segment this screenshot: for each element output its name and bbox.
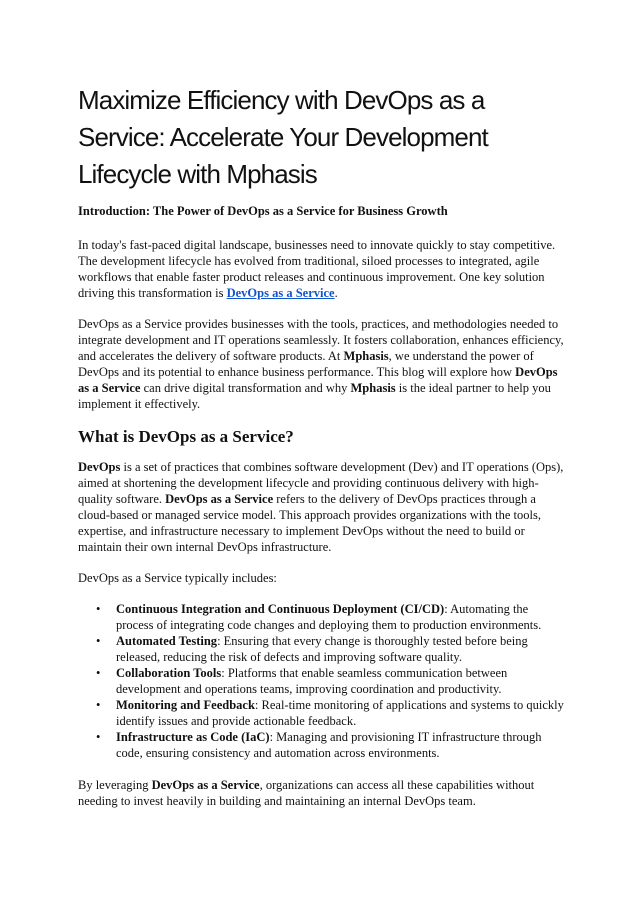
list-intro: DevOps as a Service typically includes:	[78, 571, 277, 585]
features-list	[78, 601, 566, 761]
bullet-icon: •	[96, 698, 101, 712]
overview-text-d: can drive digital transformation and why	[140, 381, 351, 395]
list-item-title: Automated Testing	[116, 634, 218, 648]
definition-bold-daas: DevOps as a Service	[165, 492, 274, 506]
list-item-text: : Managing and provisioning IT infrastructure through code, ensuring consistency and automation across environments.	[116, 730, 542, 760]
overview-text-a: DevOps as a Service provides businesses with the tools, practices, and methodologies needed to integrate development and IT operations seamlessly. It fosters collaboration, enhances efficiency, and accelerates the delivery of software products. At	[78, 317, 564, 363]
overview-bold-daas: DevOps as a Service	[78, 365, 558, 395]
paragraph-definition	[78, 459, 566, 555]
definition-text-a: is a set of practices that combines software development (Dev) and IT operations (Ops), aimed at shortening the development lifecycle and providing continuous delivery with high-quality software.	[78, 460, 564, 506]
list-item-text: : Platforms that enable seamless communication between development and operations teams, improving coordination and productivity.	[116, 666, 508, 696]
overview-text-c: , we understand the power of DevOps and its potential to enhance business performance. This blog will explore how	[78, 349, 534, 379]
definition-text-c: refers to the delivery of DevOps practices through a cloud-based or managed service model. This approach provides organizations with the tools, expertise, and infrastructure necessary to implement DevOps without the need to build or maintain their own internal DevOps infrastructure.	[78, 492, 541, 554]
document-content	[78, 82, 566, 824]
overview-bold-mphasis: Mphasis	[343, 349, 389, 363]
list-item-title: Collaboration Tools	[116, 666, 222, 680]
section-heading: What is DevOps as a Service?	[78, 427, 294, 446]
list-item-title: Infrastructure as Code (IaC)	[116, 730, 270, 744]
list-item-text: : Ensuring that every change is thoroughly tested before being released, reducing the risk of defects and improving software quality.	[116, 634, 528, 664]
page-title: Maximize Efficiency with DevOps as a Service: Accelerate Your Development Lifecycle with Mphasis	[78, 85, 488, 189]
paragraph-intro-end: .	[334, 286, 338, 300]
list-item-title: Continuous Integration and Continuous Deployment (CI/CD)	[116, 602, 445, 616]
list-item-text: : Automating the process of integrating code changes and deploying them to production environments.	[116, 602, 542, 632]
conclusion-bold-daas: DevOps as a Service	[151, 778, 260, 792]
overview-text-e: is the ideal partner to help you implement it effectively.	[78, 381, 551, 411]
paragraph-conclusion	[78, 777, 566, 809]
list-item-title: Monitoring and Feedback	[116, 698, 255, 712]
list-item	[78, 665, 566, 697]
list-item	[78, 697, 566, 729]
paragraph-overview	[78, 316, 566, 412]
definition-bold-devops: DevOps	[78, 460, 121, 474]
paragraph-intro-text: In today's fast-paced digital landscape, businesses need to innovate quickly to stay competitive. The development lifecycle has evolved from traditional, siloed processes to integrated, agile workflows that enable faster product releases and continuous improvement. One key solution driving this transformation is	[78, 238, 556, 300]
list-item	[78, 633, 566, 665]
list-item-text: : Real-time monitoring of applications and systems to quickly identify issues and provide actionable feedback.	[116, 698, 564, 728]
conclusion-text-a: By leveraging	[78, 778, 152, 792]
conclusion-text-c: , organizations can access all these capabilities without needing to invest heavily in building and maintaining an internal DevOps team.	[78, 778, 535, 808]
list-item	[78, 729, 566, 761]
list-item	[78, 601, 566, 633]
bullet-icon: •	[96, 730, 101, 744]
bullet-icon: •	[96, 602, 101, 616]
overview-bold-mphasis-2: Mphasis	[350, 381, 396, 395]
bullet-icon: •	[96, 634, 101, 648]
bullet-icon: •	[96, 666, 101, 680]
devops-as-a-service-link[interactable]: DevOps as a Service	[226, 286, 335, 300]
paragraph-intro	[78, 237, 566, 301]
intro-heading: Introduction: The Power of DevOps as a Service for Business Growth	[78, 204, 448, 218]
